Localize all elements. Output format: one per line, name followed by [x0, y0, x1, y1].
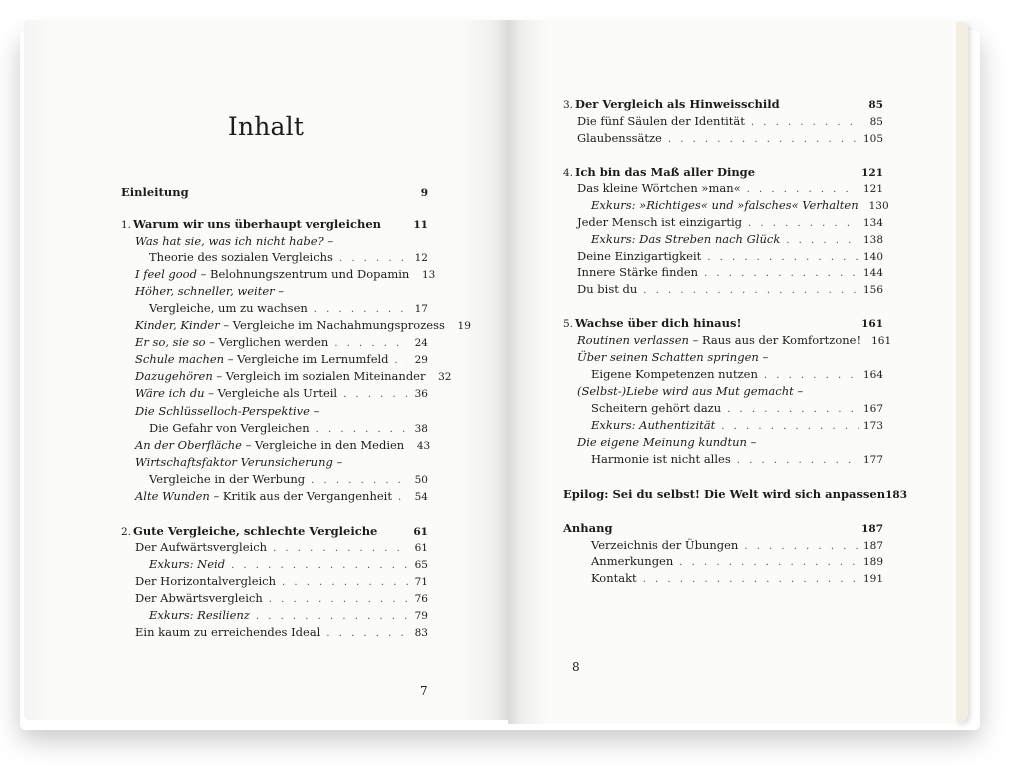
toc-entry: [135, 385, 428, 402]
chapter-number: 5.: [563, 318, 574, 330]
entry-title-text: Du bist du: [577, 282, 638, 296]
entry-title-text: Vergleiche, um zu wachsen: [149, 301, 308, 315]
entry-title-italic: Exkurs: Neid: [149, 557, 226, 571]
entry-page-number: 130: [868, 200, 889, 212]
chapter-number: 3.: [563, 99, 574, 111]
entry-title-text: Vergleiche in der Werbung: [149, 472, 306, 486]
entry-page-number: 161: [861, 318, 883, 330]
toc-entry: [135, 590, 428, 607]
entry-page-number: 140: [862, 251, 883, 263]
entry-title-text: Der Vergleich als Hinweisschild: [575, 97, 780, 111]
page-block-edge: [956, 22, 968, 722]
entry-title: [135, 573, 276, 590]
toc-entry: [591, 400, 883, 417]
toc-entry: [577, 332, 892, 349]
entry-page-number: 164: [862, 369, 883, 381]
dot-leader: [751, 114, 863, 131]
entry-page-number: 83: [414, 627, 428, 639]
entry-page-number: 54: [414, 491, 428, 503]
entry-title: [135, 283, 284, 300]
toc-entry: [135, 283, 428, 300]
entry-page-number: 71: [414, 576, 428, 588]
entry-page-number: 156: [862, 284, 883, 296]
entry-title: [575, 164, 755, 181]
entry-title-italic: Höher, schneller, weiter –: [135, 284, 285, 298]
toc-entry: [591, 417, 883, 434]
entry-page-number: 43: [416, 440, 431, 452]
dot-leader: [343, 386, 408, 403]
entry-title: [135, 624, 320, 641]
toc-entry: [149, 249, 428, 266]
entry-title-text: – Vergleiche als Urteil: [204, 386, 338, 400]
dot-leader: [643, 571, 859, 588]
entry-title: [121, 184, 189, 201]
dot-leader: [704, 265, 859, 282]
toc-entry: [591, 231, 883, 248]
entry-title: [135, 539, 267, 556]
toc-entry: [577, 264, 883, 281]
toc-entry: [149, 300, 428, 317]
entry-page-number: 183: [885, 489, 908, 501]
entry-title-italic: Wirtschaftsfaktor Verunsicherung –: [135, 455, 343, 469]
entry-title: [577, 264, 698, 281]
entry-title-text: Anhang: [563, 521, 613, 535]
entry-page-number: 9: [420, 187, 428, 199]
dot-leader: [334, 335, 408, 352]
toc-entry: [563, 315, 883, 332]
entry-title-text: Die Gefahr von Vergleichen: [149, 421, 310, 435]
entry-page-number: 61: [413, 526, 428, 538]
dot-leader: [326, 625, 408, 642]
entry-title-text: Deine Einzigartigkeit: [577, 249, 702, 263]
entry-title: [575, 96, 780, 113]
toc-entry: [121, 184, 428, 201]
dot-leader: [764, 367, 859, 384]
toc-entry: [577, 248, 883, 265]
dot-leader: [721, 418, 859, 435]
entry-title: [591, 197, 859, 214]
dot-leader: [314, 301, 408, 318]
toc-entry: [135, 488, 428, 505]
dot-leader: [339, 250, 408, 267]
entry-title: [577, 113, 745, 130]
dot-leader: [316, 421, 408, 438]
toc-entry: [135, 454, 428, 471]
toc-entry: [135, 351, 428, 368]
entry-page-number: 167: [862, 403, 883, 415]
entry-title-text: – Vergleiche im Nachahmungsprozess: [219, 318, 445, 332]
entry-title-text: Theorie des sozialen Vergleichs: [149, 250, 333, 264]
toc-entry: [591, 366, 883, 383]
toc-entry: [149, 556, 428, 573]
entry-page-number: 61: [414, 542, 428, 554]
entry-title: [135, 454, 342, 471]
entry-title-text: Harmonie ist nicht alles: [591, 452, 731, 466]
chapter-number: 1.: [121, 219, 132, 231]
entry-page-number: 11: [413, 219, 428, 231]
entry-title-italic: Exkurs: Das Streben nach Glück: [591, 232, 781, 246]
toc-entry: [577, 113, 883, 130]
entry-title-text: Warum wir uns überhaupt vergleichen: [133, 217, 381, 231]
entry-title: [591, 451, 731, 468]
entry-title: [135, 351, 389, 368]
entry-title-text: Jeder Mensch ist einzigartig: [577, 215, 742, 229]
entry-title-text: – Vergleiche im Lernumfeld: [224, 352, 389, 366]
dot-leader: [643, 282, 859, 299]
entry-page-number: 12: [414, 252, 428, 264]
dot-leader: [269, 591, 408, 608]
entry-page-number: 76: [414, 593, 428, 605]
entry-title: [135, 317, 445, 334]
chapter-number: 2.: [121, 526, 132, 538]
entry-title: [135, 590, 263, 607]
entry-page-number: 177: [862, 454, 883, 466]
toc-entry: [149, 607, 428, 624]
entry-title-text: Eigene Kompetenzen nutzen: [591, 367, 758, 381]
entry-title: [135, 403, 319, 420]
toc-entry: [577, 383, 883, 400]
toc-entry: [591, 197, 889, 214]
toc-entry: [577, 349, 883, 366]
entry-title-text: Das kleine Wörtchen »man«: [577, 181, 741, 195]
toc-entry: [577, 180, 883, 197]
entry-title-text: Die fünf Säulen der Identität: [577, 114, 745, 128]
left-page-number: 7: [420, 684, 428, 698]
entry-title: [577, 180, 741, 197]
toc-entry: [577, 130, 883, 147]
toc-entry: [135, 437, 431, 454]
entry-page-number: 187: [862, 540, 883, 552]
entry-title-italic: An der Oberfläche: [135, 438, 242, 452]
entry-title: [591, 553, 673, 570]
entry-title-text: Der Aufwärtsvergleich: [135, 540, 268, 554]
entry-title-text: Ein kaum zu erreichendes Ideal: [135, 625, 321, 639]
entry-title-italic: Er so, sie so: [135, 335, 206, 349]
entry-title-text: Anmerkungen: [591, 554, 674, 568]
entry-title: [577, 281, 637, 298]
entry-page-number: 65: [414, 559, 428, 571]
entry-title: [135, 437, 404, 454]
entry-page-number: 189: [862, 556, 883, 568]
entry-title: [563, 486, 885, 503]
left-page: [24, 20, 508, 720]
entry-title: [135, 368, 425, 385]
toc-entry: [591, 570, 883, 587]
entry-title: [135, 385, 337, 402]
entry-title: [149, 471, 305, 488]
toc-entry: [577, 214, 883, 231]
entry-title-italic: Über seinen Schatten springen –: [577, 350, 769, 364]
entry-title-italic: Kinder, Kinder: [135, 318, 220, 332]
entry-title-text: Epilog: Sei du selbst! Die Welt wird sich anpassen: [563, 487, 886, 501]
entry-title: [577, 214, 742, 231]
entry-title-text: Verzeichnis der Übungen: [591, 538, 739, 552]
entry-title: [577, 349, 768, 366]
entry-title: [149, 607, 250, 624]
entry-title-italic: Die eigene Meinung kundtun –: [577, 435, 757, 449]
entry-title-italic: Exkurs: Authentizität: [591, 418, 716, 432]
entry-page-number: 191: [862, 573, 883, 585]
entry-page-number: 24: [414, 337, 428, 349]
entry-title-text: Einleitung: [121, 185, 189, 199]
entry-title-italic: Schule machen: [135, 352, 225, 366]
entry-title-italic: Was hat sie, was ich nicht habe? –: [135, 234, 334, 248]
entry-title-italic: Alte Wunden: [135, 489, 210, 503]
toc-entry: [149, 420, 428, 437]
entry-title: [149, 556, 225, 573]
dot-leader: [282, 574, 408, 591]
entry-title-text: Ich bin das Maß aller Dinge: [575, 165, 756, 179]
entry-page-number: 50: [414, 474, 428, 486]
toc-entry: [563, 96, 883, 113]
entry-page-number: 19: [457, 320, 471, 332]
entry-page-number: 144: [862, 267, 883, 279]
entry-title: [591, 570, 637, 587]
entry-title: [135, 334, 328, 351]
toc-entry: [135, 334, 428, 351]
entry-page-number: 79: [414, 610, 428, 622]
entry-title-italic: Die Schlüsselloch-Perspektive –: [135, 404, 320, 418]
dot-leader: [668, 131, 859, 148]
entry-title-italic: Exkurs: »Richtiges« und »falsches« Verhalten: [591, 198, 859, 212]
toc-entry: [121, 216, 428, 233]
right-page: [508, 20, 956, 724]
entry-page-number: 29: [414, 354, 428, 366]
entry-title-italic: Dazugehören: [135, 369, 213, 383]
dot-leader: [679, 554, 859, 571]
entry-title-text: – Belohnungszentrum und Dopamin: [196, 267, 410, 281]
dot-leader: [727, 401, 859, 418]
entry-title-text: Kontakt: [591, 571, 637, 585]
entry-title: [135, 266, 409, 283]
entry-title: [591, 417, 715, 434]
dot-leader: [311, 472, 408, 489]
entry-page-number: 173: [862, 420, 883, 432]
toc-entry: [563, 164, 883, 181]
dot-leader: [748, 215, 859, 232]
entry-title: [575, 315, 742, 332]
toc-entry: [563, 520, 883, 537]
toc-entry: [135, 233, 428, 250]
entry-title-italic: Exkurs: Resilienz: [149, 608, 250, 622]
toc-entry: [135, 317, 471, 334]
entry-title: [149, 420, 310, 437]
entry-title: [577, 248, 701, 265]
entry-title: [591, 231, 780, 248]
entry-title: [149, 249, 333, 266]
entry-title: [577, 434, 756, 451]
entry-title: [133, 216, 381, 233]
entry-page-number: 85: [869, 116, 883, 128]
toc-entry: [135, 539, 428, 556]
entry-title-text: – Vergleich im sozialen Miteinander: [212, 369, 426, 383]
entry-title-text: Der Horizontalvergleich: [135, 574, 277, 588]
entry-title: [133, 523, 377, 540]
dot-leader: [273, 540, 408, 557]
entry-page-number: 105: [862, 133, 883, 145]
entry-title: [149, 300, 308, 317]
toc-entry: [591, 537, 883, 554]
entry-title-text: Wachse über dich hinaus!: [575, 316, 742, 330]
entry-title: [591, 366, 758, 383]
entry-title-italic: I feel good: [135, 267, 197, 281]
entry-title: [563, 520, 613, 537]
entry-page-number: 38: [414, 423, 428, 435]
dot-leader: [747, 181, 859, 198]
entry-page-number: 85: [868, 99, 883, 111]
toc-heading: Inhalt: [227, 112, 305, 141]
toc-entry: [135, 573, 428, 590]
entry-title-text: Der Abwärtsvergleich: [135, 591, 263, 605]
entry-title-text: Glaubenssätze: [577, 131, 662, 145]
entry-title-text: – Vergleiche in den Medien: [241, 438, 405, 452]
dot-leader: [398, 489, 408, 506]
dot-leader: [737, 452, 859, 469]
toc-entry: [135, 266, 436, 283]
entry-page-number: 187: [861, 523, 883, 535]
entry-title: [591, 537, 738, 554]
entry-title-text: Scheitern gehört dazu: [591, 401, 722, 415]
entry-title-italic: Routinen verlassen: [577, 333, 689, 347]
entry-page-number: 121: [861, 167, 883, 179]
entry-title-text: – Raus aus der Komfortzone!: [688, 333, 862, 347]
toc-entry: [591, 451, 883, 468]
entry-title-text: Gute Vergleiche, schlechte Vergleiche: [133, 524, 378, 538]
toc-entry: [135, 624, 428, 641]
toc-entry: [577, 434, 883, 451]
toc-entry: [135, 403, 428, 420]
entry-title-text: – Verglichen werden: [205, 335, 329, 349]
entry-page-number: 121: [862, 183, 883, 195]
entry-page-number: 161: [871, 335, 892, 347]
entry-title: [135, 488, 392, 505]
entry-title-text: – Kritik aus der Vergangenheit: [209, 489, 392, 503]
entry-title: [577, 130, 662, 147]
chapter-number: 4.: [563, 167, 574, 179]
entry-page-number: 134: [862, 217, 883, 229]
entry-page-number: 13: [421, 269, 436, 281]
entry-title-text: Innere Stärke finden: [577, 265, 699, 279]
dot-leader: [256, 608, 408, 625]
dot-leader: [786, 232, 859, 249]
entry-title-italic: Wäre ich du: [135, 386, 205, 400]
entry-title: [577, 332, 861, 349]
entry-title: [135, 233, 333, 250]
toc-entry: [563, 486, 908, 503]
toc-entry: [591, 553, 883, 570]
entry-page-number: 36: [414, 388, 428, 400]
entry-page-number: 17: [414, 303, 428, 315]
toc-entry: [135, 368, 452, 385]
toc-entry: [577, 281, 883, 298]
entry-title-italic: (Selbst-)Liebe wird aus Mut gemacht –: [577, 384, 804, 398]
toc-entry: [121, 523, 428, 540]
dot-leader: [395, 352, 408, 369]
entry-page-number: 32: [438, 371, 452, 383]
dot-leader: [231, 557, 408, 574]
entry-title: [591, 400, 721, 417]
toc-entry: [149, 471, 428, 488]
entry-page-number: 138: [862, 234, 883, 246]
entry-title: [577, 383, 803, 400]
right-page-number: 8: [572, 660, 580, 674]
